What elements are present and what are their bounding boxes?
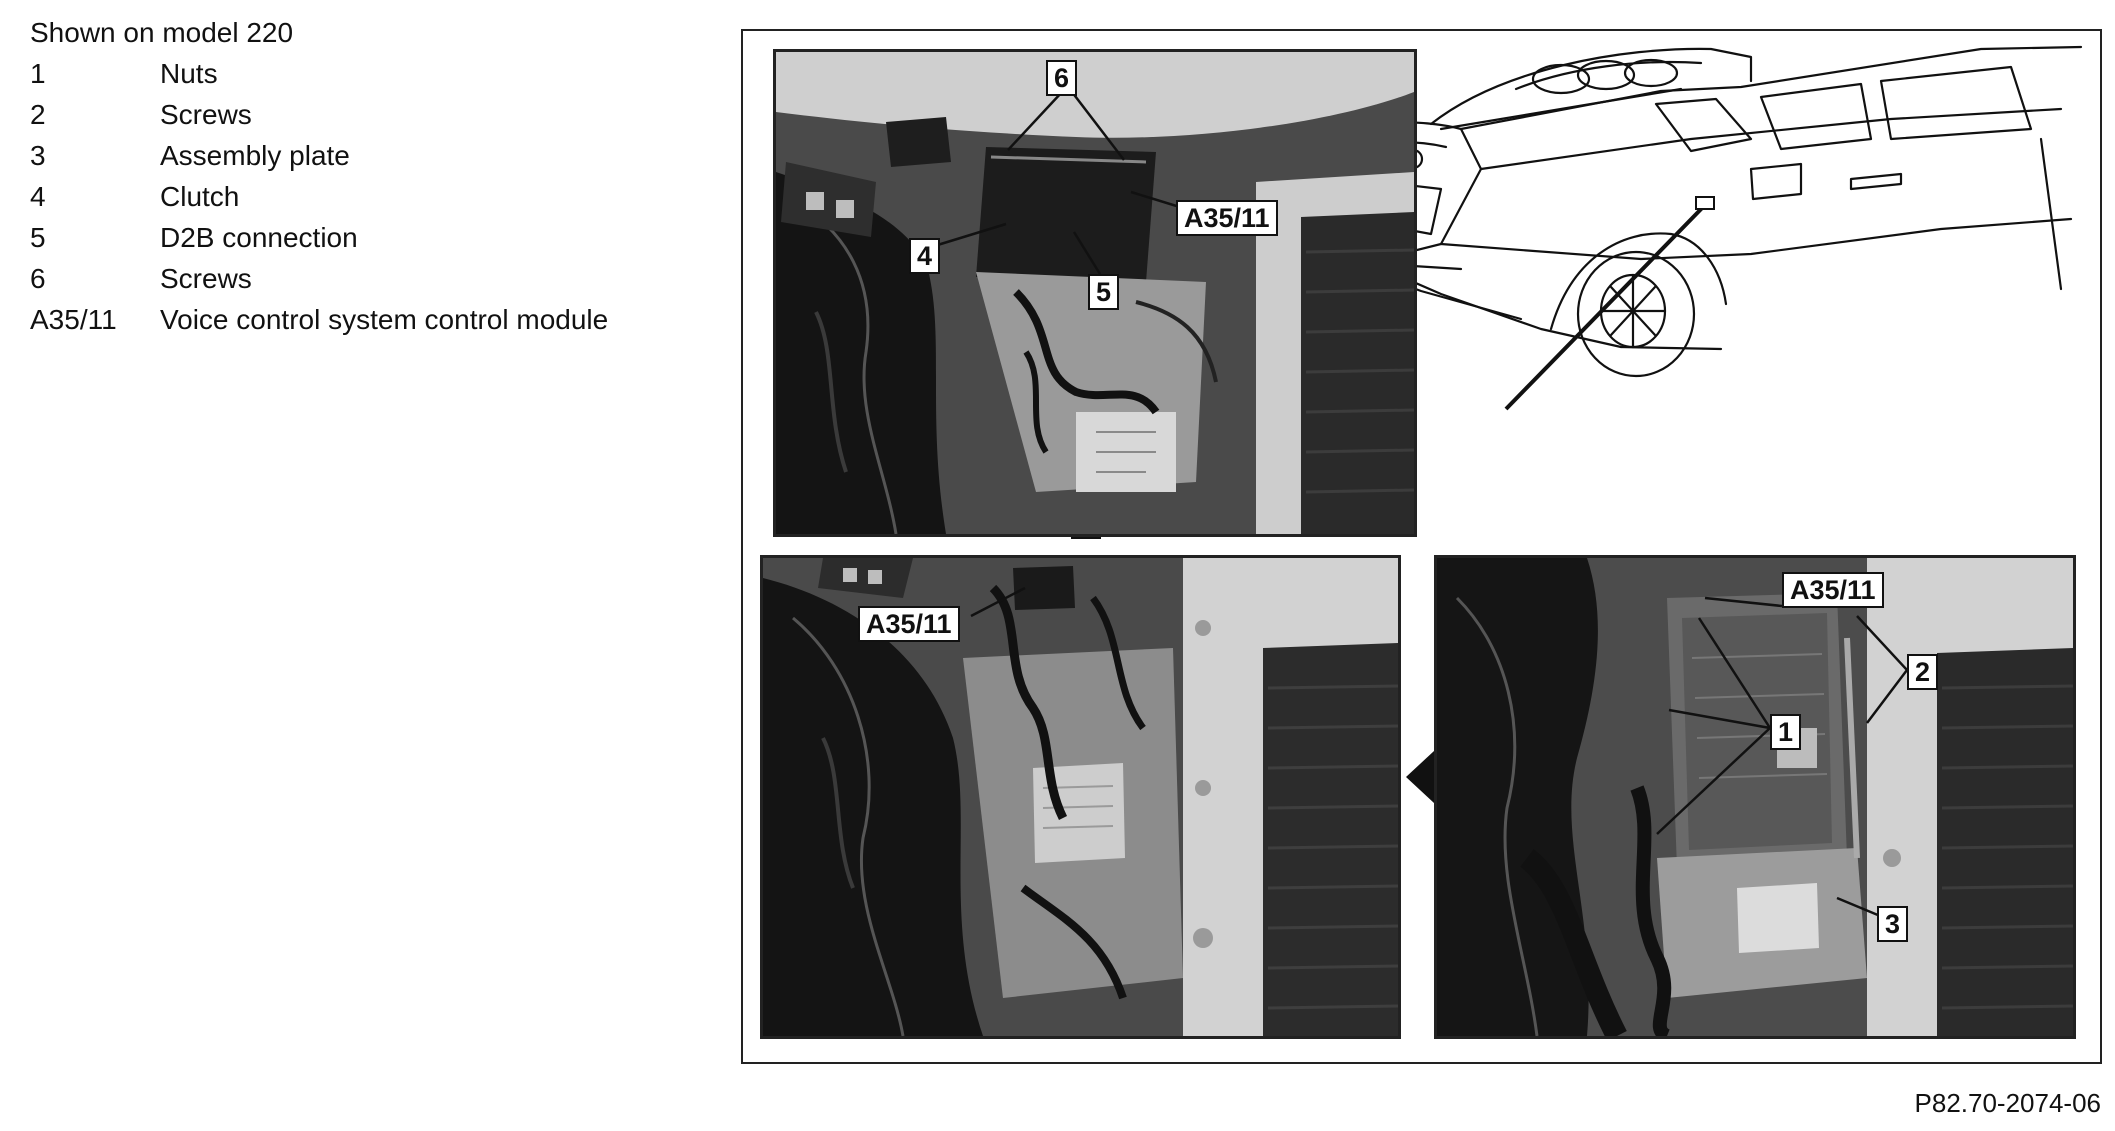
legend-key: 6 bbox=[30, 263, 46, 294]
photo-top-left bbox=[773, 49, 1417, 537]
legend-key: 1 bbox=[30, 58, 46, 89]
legend-item bbox=[30, 258, 608, 299]
photo-bottom-right bbox=[1434, 555, 2076, 1039]
legend-item bbox=[30, 299, 608, 340]
callout-a35-11: A35/11 bbox=[1176, 200, 1278, 236]
callout-5: 5 bbox=[1088, 274, 1119, 310]
legend bbox=[30, 12, 608, 340]
vehicle-drawing bbox=[1304, 47, 2081, 376]
callout-2: 2 bbox=[1907, 654, 1938, 690]
legend-key: 3 bbox=[30, 140, 46, 171]
callout-3: 3 bbox=[1877, 906, 1908, 942]
callout-4: 4 bbox=[909, 238, 940, 274]
callout-a35-11: A35/11 bbox=[1782, 572, 1884, 608]
legend-text: Screws bbox=[160, 99, 252, 130]
legend-text: Nuts bbox=[160, 58, 218, 89]
legend-item bbox=[30, 217, 608, 258]
legend-text: Assembly plate bbox=[160, 140, 350, 171]
pointer-line bbox=[1506, 204, 1706, 409]
legend-item bbox=[30, 53, 608, 94]
legend-key: 5 bbox=[30, 222, 46, 253]
legend-key: 4 bbox=[30, 181, 46, 212]
callout-a35-11: A35/11 bbox=[858, 606, 960, 642]
legend-text: Voice control system control module bbox=[160, 304, 609, 335]
callout-leaders-bottom-right bbox=[1437, 558, 2073, 1036]
legend-item bbox=[30, 135, 608, 176]
legend-key: 2 bbox=[30, 99, 46, 130]
legend-text: Screws bbox=[160, 263, 252, 294]
legend-text: D2B connection bbox=[160, 222, 358, 253]
pointer-marker bbox=[1696, 197, 1714, 209]
legend-item bbox=[30, 94, 608, 135]
legend-heading: Shown on model 220 bbox=[30, 17, 294, 48]
photo-bottom-left bbox=[760, 555, 1401, 1039]
callout-6: 6 bbox=[1046, 60, 1077, 96]
legend-text: Clutch bbox=[160, 181, 240, 212]
legend-heading-row bbox=[30, 12, 608, 53]
legend-item bbox=[30, 176, 608, 217]
legend-key: A35/11 bbox=[30, 304, 117, 335]
figure-id: P82.70-2074-06 bbox=[1914, 1088, 2101, 1118]
callout-1: 1 bbox=[1770, 714, 1801, 750]
